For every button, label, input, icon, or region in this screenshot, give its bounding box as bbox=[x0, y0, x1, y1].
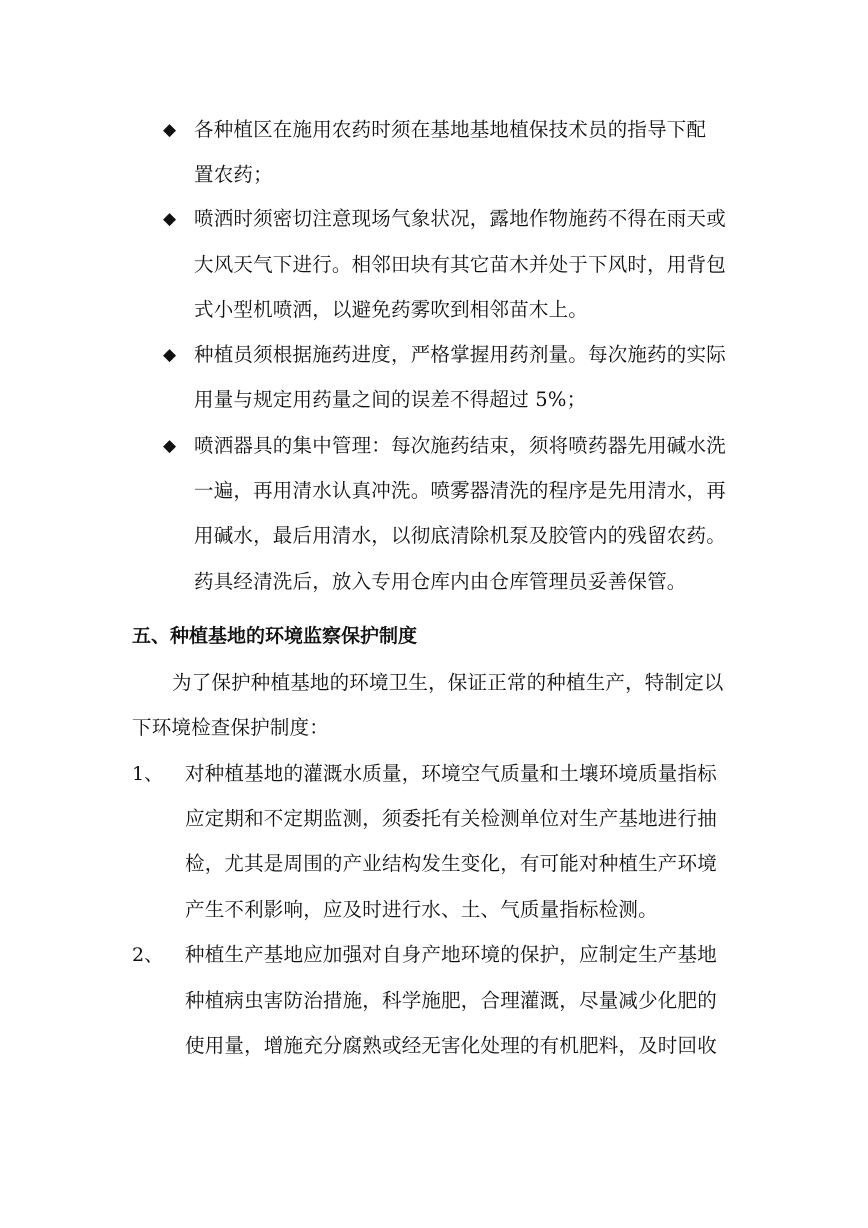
bullet-3-line-1: 种植员须根据施药进度，严格掌握用药剂量。每次施药的实际 bbox=[194, 343, 726, 366]
diamond-bullet-icon: ◆ bbox=[163, 120, 177, 140]
diamond-bullet-icon: ◆ bbox=[163, 436, 177, 456]
item-2-line-3: 使用量，增施充分腐熟或经无害化处理的有机肥料，及时回收 bbox=[185, 1034, 717, 1057]
section-heading: 五、种植基地的环境监察保护制度 bbox=[132, 625, 418, 647]
item-1-line-1: 对种植基地的灌溉水质量，环境空气质量和土壤环境质量指标 bbox=[185, 762, 717, 785]
bullet-4-line-2: 一遍，再用清水认真冲洗。喷雾器清洗的程序是先用清水，再 bbox=[194, 479, 726, 502]
bullet-4-line-4: 药具经清洗后，放入专用仓库内由仓库管理员妥善保管。 bbox=[194, 570, 687, 593]
item-2-line-2: 种植病虫害防治措施，科学施肥，合理灌溉，尽量减少化肥的 bbox=[185, 989, 717, 1012]
item-1-line-3: 检，尤其是周围的产业结构发生变化，有可能对种植生产环境 bbox=[185, 852, 717, 875]
item-number: 1、 bbox=[132, 763, 164, 785]
bullet-4-line-1: 喷洒器具的集中管理：每次施药结束，须将喷药器先用碱水洗 bbox=[194, 434, 726, 457]
bullet-4-line-3: 用碱水，最后用清水，以彻底清除机泵及胶管内的残留农药。 bbox=[194, 524, 726, 547]
bullet-3-line-2: 用量与规定用药量之间的误差不得超过 5%； bbox=[194, 388, 587, 411]
item-1-line-4: 产生不利影响，应及时进行水、土、气质量指标检测。 bbox=[185, 898, 658, 921]
item-1-line-2: 应定期和不定期监测，须委托有关检测单位对生产基地进行抽 bbox=[185, 807, 717, 830]
intro-line-2: 下环境检查保护制度： bbox=[132, 716, 330, 739]
bullet-2-line-2: 大风天气下进行。相邻田块有其它苗木并处于下风时，用背包 bbox=[194, 253, 726, 276]
item-2-line-1: 种植生产基地应加强对自身产地环境的保护，应制定生产基地 bbox=[185, 943, 717, 966]
bullet-2-line-3: 式小型机喷洒，以避免药雾吹到相邻苗木上。 bbox=[194, 298, 589, 321]
intro-line-1: 为了保护种植基地的环境卫生，保证正常的种植生产，特制定以 bbox=[172, 671, 724, 694]
bullet-2-line-1: 喷洒时须密切注意现场气象状况，露地作物施药不得在雨天或 bbox=[194, 207, 726, 230]
item-number: 2、 bbox=[132, 944, 164, 966]
diamond-bullet-icon: ◆ bbox=[163, 345, 177, 365]
bullet-1-line-1: 各种植区在施用农药时须在基地基地植保技术员的指导下配 bbox=[194, 118, 707, 141]
diamond-bullet-icon: ◆ bbox=[163, 209, 177, 229]
bullet-1-line-2: 置农药； bbox=[194, 163, 273, 186]
